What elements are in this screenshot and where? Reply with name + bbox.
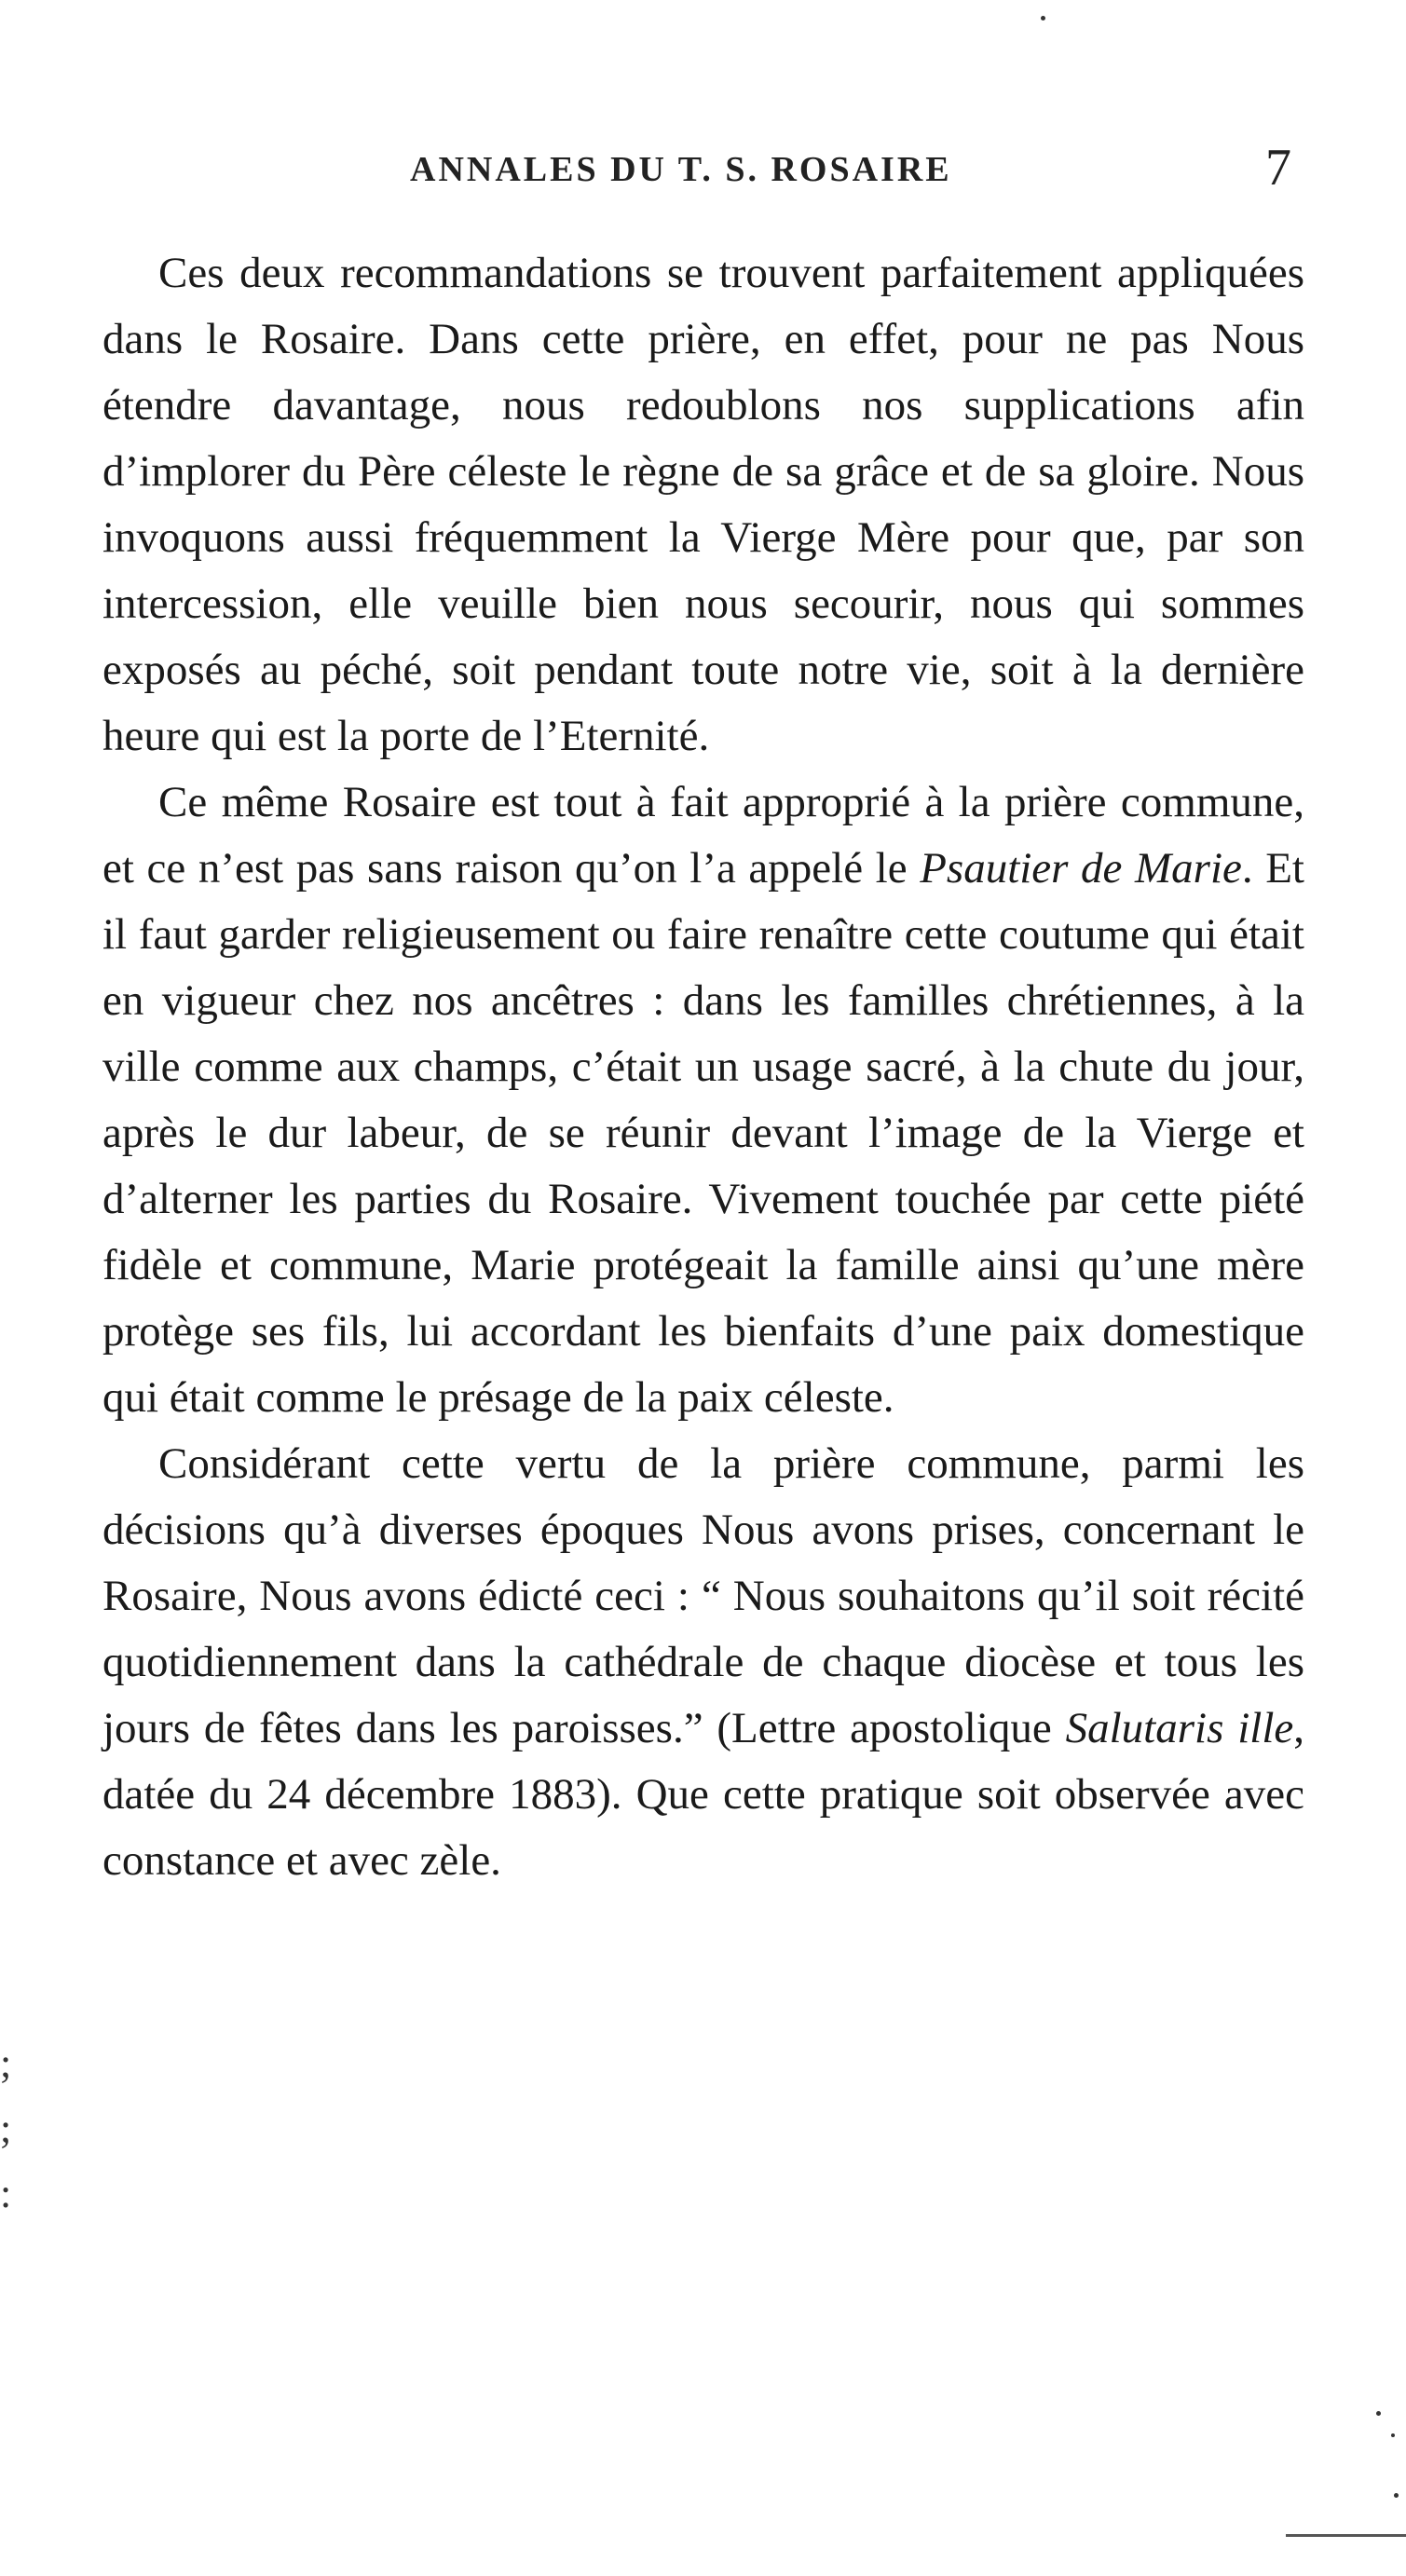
- paragraph-2-before: Ce même Rosaire est tout à fait approprié à la prière commune, et ce n’est pas sans raison qu’on l’a appelé le: [102, 778, 1304, 893]
- paragraph-2-after: . Et il faut garder religieusement ou faire renaître cette coutume qui était en vigueur chez nos ancêtres : dans les familles chrétiennes, à la ville comme aux champs, c’était un usage sacré, à la chute du jour, après le dur labeur, de se réunir devant l’image de la Vierge et d’alterner les parties du Rosaire. Vivement touchée par cette piété fidèle et commune, Marie protégeait la famille ainsi qu’une mère protège ses fils, lui accordant les bienfaits d’une paix domestique qui était comme le présage de la paix céleste.: [102, 844, 1304, 1422]
- running-title: ANNALES DU T. S. ROSAIRE: [410, 150, 952, 189]
- ink-speck: [1041, 16, 1045, 20]
- margin-mark: ;: [0, 2040, 12, 2086]
- paragraph-2: [102, 770, 1304, 1431]
- paragraph-1: Ces deux recommandations se trouvent parfaitement appliquées dans le Rosaire. Dans cette prière, en effet, pour ne pas Nous étendre davantage, nous redoublons nos supplications afin d’implorer du Père céleste le règne de sa grâce et de sa gloire. Nous invoquons aussi fréquemment la Vierge Mère pour que, par son intercession, elle veuille bien nous secourir, nous qui sommes exposés au péché, soit pendant toute notre vie, soit à la dernière heure qui est la porte de l’Eternité.: [102, 249, 1304, 760]
- letter-title: Salutaris ille: [1065, 1704, 1294, 1752]
- edge-rule: [1286, 2534, 1406, 2537]
- psautier-title: Psautier de Marie: [920, 844, 1242, 893]
- margin-mark: ;: [0, 2106, 12, 2151]
- paragraph-3-before: Considérant cette vertu de la prière commune, parmi les décisions qu’à diverses époques Nous avons prises, concernant le Rosaire, Nous avons édicté ceci : “ Nous souhaitons qu’il soit récité quotidiennement dans la cathédrale de chaque diocèse et tous les jours de fêtes dans les paroisses.” (Lettre apostolique: [102, 1439, 1304, 1752]
- ink-speck: [1391, 2433, 1395, 2437]
- ink-speck: [1394, 2493, 1399, 2498]
- ink-speck: [1376, 2411, 1381, 2416]
- page-number: 7: [1265, 139, 1291, 197]
- margin-mark: :: [0, 2171, 12, 2216]
- page-body: [102, 240, 1304, 1894]
- margin-marks: [0, 2031, 11, 2227]
- paragraph-3: [102, 1431, 1304, 1894]
- paragraph-3-after: , datée du 24 décembre 1883). Que cette pratique soit observée avec constance et avec zèle.: [102, 1704, 1304, 1885]
